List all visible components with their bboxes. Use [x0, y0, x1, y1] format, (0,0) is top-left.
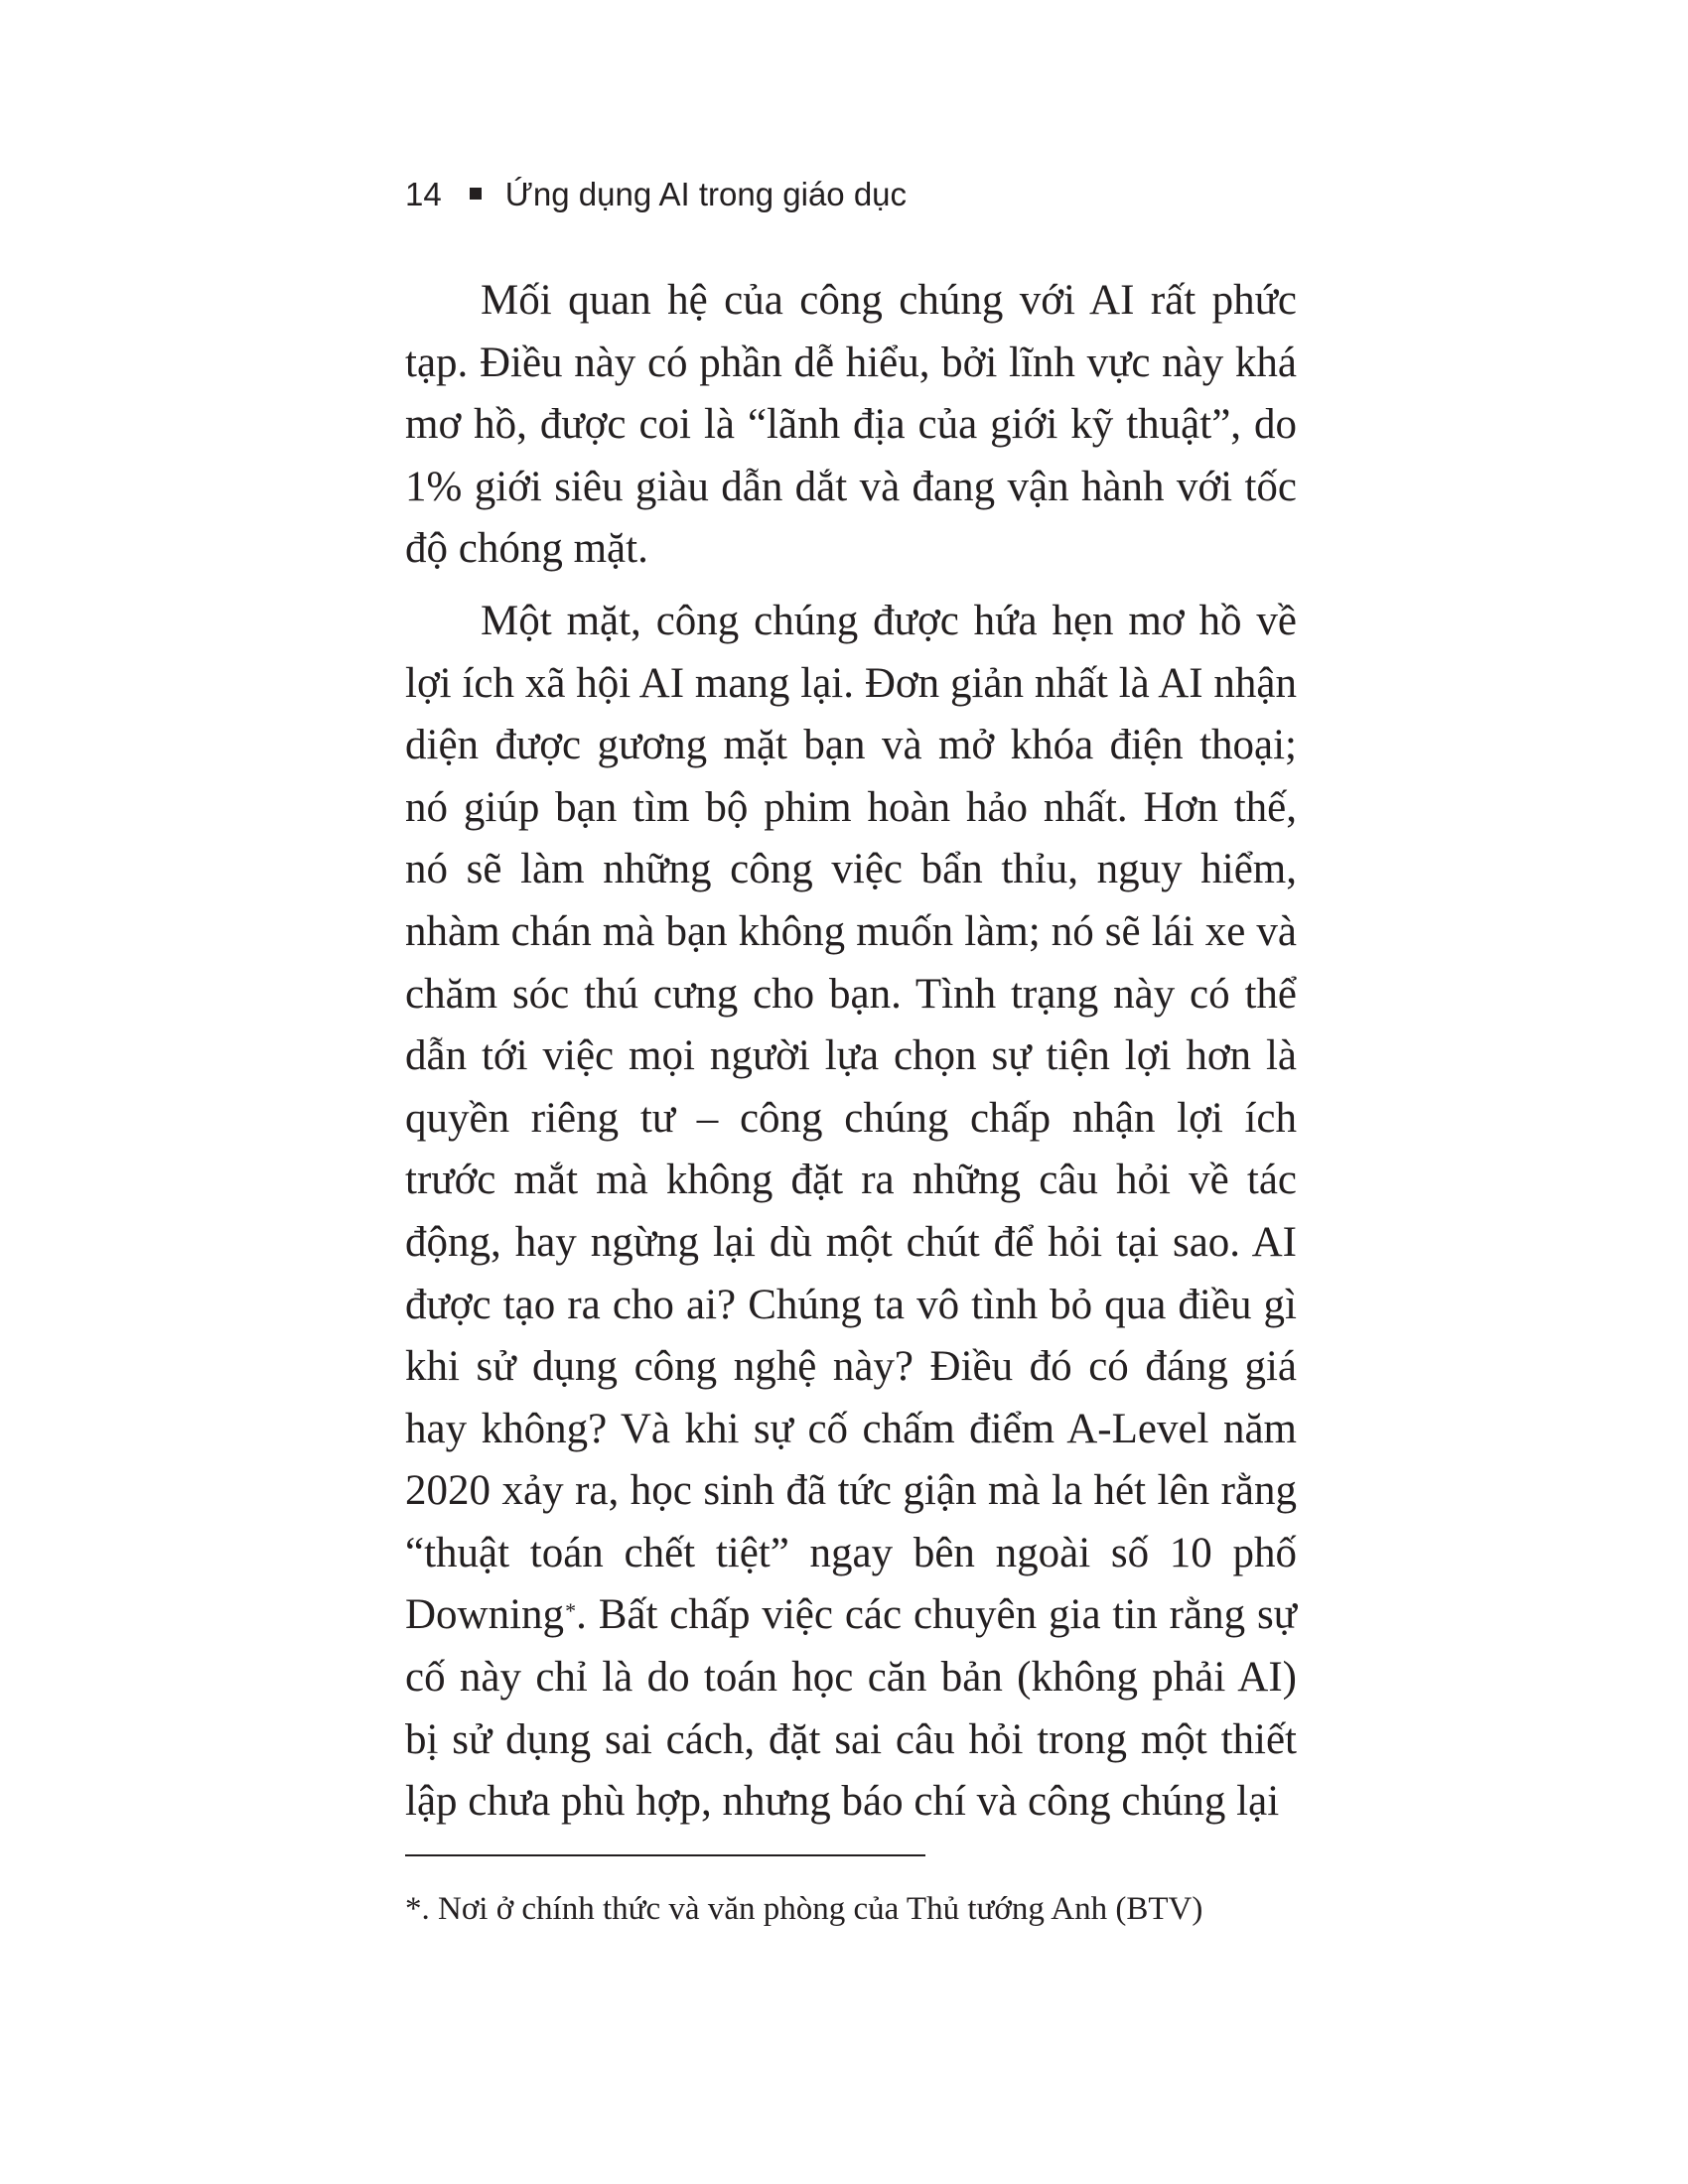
- body-text: [405, 270, 1297, 1843]
- footnote-marker: *: [565, 1598, 577, 1624]
- footnote: *. Nơi ở chính thức và văn phòng của Thủ tướng Anh (BTV): [405, 1891, 1203, 1927]
- running-head: [405, 171, 1299, 218]
- page-number: 14: [405, 176, 442, 212]
- footnote-divider: [405, 1854, 925, 1856]
- paragraph: Mối quan hệ của công chúng với AI rất phức tạp. Điều này có phần dễ hiểu, bởi lĩnh vực này khá mơ hồ, được coi là “lãnh địa của giới kỹ thuật”, do 1% giới siêu giàu dẫn dắt và đang vận hành với tốc độ chóng mặt.: [405, 277, 1297, 573]
- paragraph-text: Một mặt, công chúng được hứa hẹn mơ hồ về lợi ích xã hội AI mang lại. Đơn giản nhất là AI nhận diện được gương mặt bạn và mở khóa điện thoại; nó giúp bạn tìm bộ phim hoàn hảo nhất. Hơn thế, nó sẽ làm những công việc bẩn thỉu, nguy hiểm, nhàm chán mà bạn không muốn làm; nó sẽ lái xe và chăm sóc thú cưng cho bạn. Tình trạng này có thể dẫn tới việc mọi người lựa chọn sự tiện lợi hơn là quyền riêng tư – công chúng chấp nhận lợi ích trước mắt mà không đặt ra những câu hỏi về tác động, hay ngừng lại dù một chút để hỏi tại sao. AI được tạo ra cho ai? Chúng ta vô tình bỏ qua điều gì khi sử dụng công nghệ này? Điều đó có đáng giá hay không? Và khi sự cố chấm điểm A-Level năm 2020 xảy ra, học sinh đã tức giận mà la hét lên rằng “thuật toán chết tiệt” ngay bên ngoài số 10 phố Downing: [405, 597, 1297, 1639]
- book-title: Ứng dụng AI trong giáo dục: [504, 176, 908, 212]
- paragraph-text: . Bất chấp việc các chuyên gia tin rằng sự cố này chỉ là do toán học căn bản (không phải AI) bị sử dụng sai cách, đặt sai câu hỏi trong một thiết lập chưa phù hợp, nhưng báo chí và công chúng lại: [405, 1591, 1297, 1826]
- paragraph: [405, 591, 1297, 1834]
- square-bullet-icon: [470, 188, 482, 200]
